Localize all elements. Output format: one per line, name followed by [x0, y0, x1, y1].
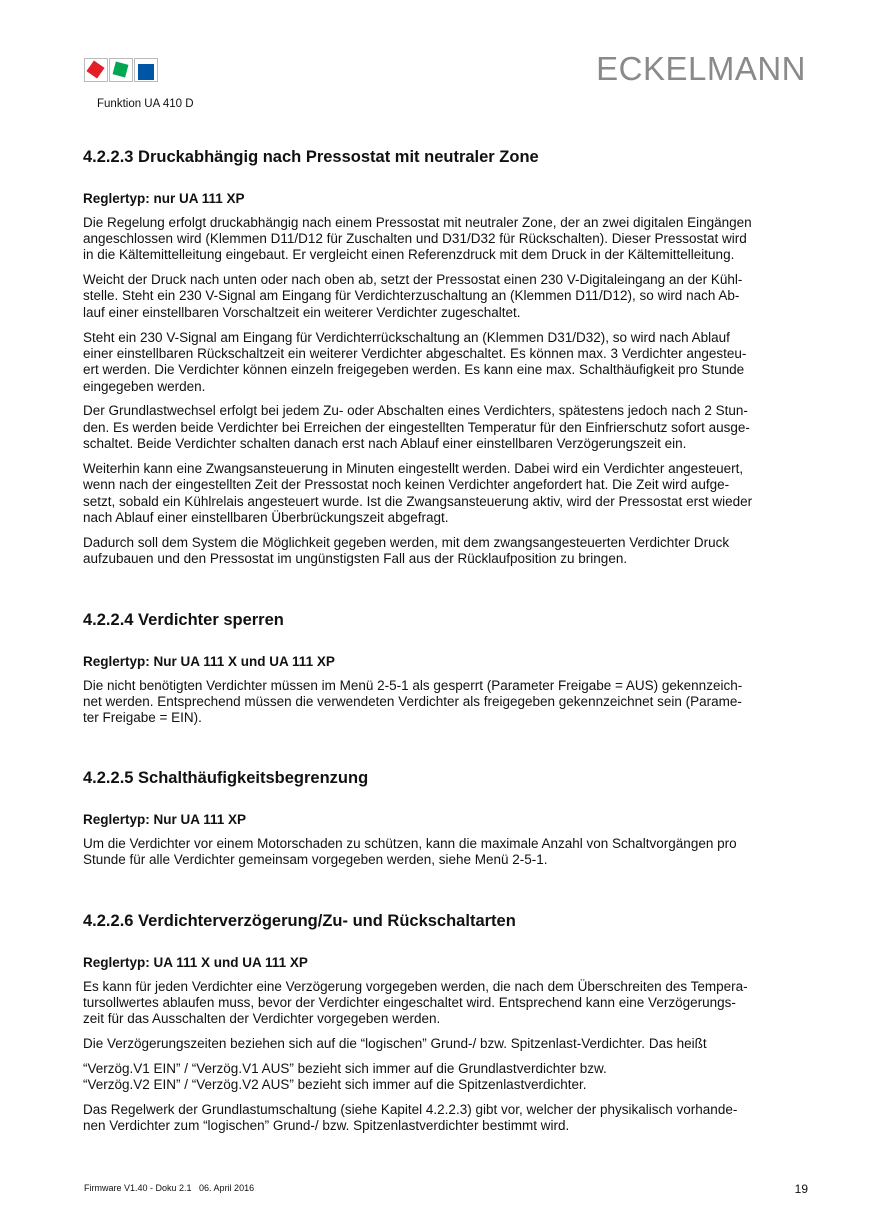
reglertyp-label: Reglertyp: nur UA 111 XP — [83, 191, 245, 206]
blue-square-icon — [138, 64, 154, 80]
paragraph: “Verzög.V1 EIN” / “Verzög.V1 AUS” bezieht sich immer auf die Grundlastverdichter bzw. “Verzög.V2 EIN” / “Verzög.V2 AUS” bezieht sich immer auf die Spitzenlastverdichter. — [83, 1060, 607, 1093]
section-4-2-2-4 — [83, 610, 813, 735]
brand-name: ECKELMANN — [596, 50, 806, 87]
page-number: 19 — [794, 1182, 808, 1196]
reglertyp-label: Reglertyp: Nur UA 111 X und UA 111 XP — [83, 654, 335, 669]
paragraph: Es kann für jeden Verdichter eine Verzögerung vorgegeben werden, die nach dem Überschreiten des Tempera- tursollwertes ablaufen muss, bevor der Verdichter eingeschaltet wird. Entsprechend kann eine Verzögerungs- zeit für das Ausschalten der Verdichter vorgegeben werden. — [83, 978, 748, 1027]
paragraph: Um die Verdichter vor einem Motorschaden zu schützen, kann die maximale Anzahl von Schaltvorgängen pro Stunde für alle Verdichter gemeinsam vorgegeben werden, siehe Menü 2-5-1. — [83, 835, 737, 867]
paragraph: Dadurch soll dem System die Möglichkeit gegeben werden, mit dem zwangsangesteuerten Verdichter Druck aufzubauen und den Pressostat im ungünstigsten Fall aus der Rücklaufposition zu bringen. — [83, 534, 730, 567]
reglertyp-label: Reglertyp: UA 111 X und UA 111 XP — [83, 955, 308, 970]
section-4-2-2-3 — [83, 147, 813, 576]
reglertyp-label: Reglertyp: Nur UA 111 XP — [83, 812, 247, 827]
section-4-2-2-5 — [83, 768, 813, 877]
section-heading: 4.2.2.6 Verdichterverzögerung/Zu- und Rückschaltarten — [83, 912, 516, 930]
paragraph: Steht ein 230 V-Signal am Eingang für Verdichterrückschaltung an (Klemmen D31/D32), so wird nach Ablauf einer einstellbaren Rückschaltzeit ein weiterer Verdichter abgeschaltet. Es können max. 3 Verdichter angesteu- ert werden. Die Verdichter können einzeln freigegeben werden. Es kann eine max. Schalthäufigkeit pro Stunde eingegeben werden. — [83, 329, 747, 394]
section-heading: 4.2.2.3 Druckabhängig nach Pressostat mit neutraler Zone — [83, 148, 539, 166]
footer-version: Firmware V1.40 - Doku 2.1 06. April 2016 — [84, 1183, 255, 1193]
section-heading: 4.2.2.4 Verdichter sperren — [83, 611, 284, 629]
paragraph: Der Grundlastwechsel erfolgt bei jedem Zu- oder Abschalten eines Verdichters, spätestens jedoch nach 2 Stun- den. Es werden beide Verdichter bei Erreichen der eingestellten Temperatur für den Einfrierschutz sofort ausge- schaltet. Beide Verdichter schalten danach erst nach Ablauf einer einstellbaren Verzögerungszeit ein. — [83, 403, 750, 452]
paragraph: Die Regelung erfolgt druckabhängig nach einem Pressostat mit neutraler Zone, der an zwei digitalen Eingängen angeschlossen wird (Klemmen D11/D12 für Zuschalten und D31/D32 für Rückschalten). Dieser Pressostat wird in die Kältemittelleitung eingebaut. Er vergleicht einen Referenzdruck mit dem Druck in der Kältemittelleitung. — [83, 214, 752, 263]
paragraph: Die Verzögerungszeiten beziehen sich auf die “logischen” Grund-/ bzw. Spitzenlast-Verdichter. Das heißt — [83, 1036, 707, 1052]
paragraph: Weiterhin kann eine Zwangsansteuerung in Minuten eingestellt werden. Dabei wird ein Verdichter angesteuert, wenn nach der eingestellten Zeit der Pressostat noch keinen Verdichter angefordert hat. Die Zeit wird aufge- setzt, sobald ein Kühlrelais angesteuert wurde. Ist die Zwangsansteuerung aktiv, wird der Pressostat erst wieder nach Ablauf einer einstellbaren Überbrückungszeit abgefragt. — [83, 460, 753, 526]
section-4-2-2-6 — [83, 911, 813, 1143]
document-subtitle: Funktion UA 410 D — [97, 98, 194, 110]
green-square-icon — [113, 62, 129, 78]
section-heading: 4.2.2.5 Schalthäufigkeitsbegrenzung — [83, 769, 369, 787]
paragraph: Weicht der Druck nach unten oder nach oben ab, setzt der Pressostat einen 230 V-Digitaleingang an der Kühl- stelle. Steht ein 230 V-Signal am Eingang für Verdichterzuschaltung an (Klemmen D11/D12), so wird nach Ab- lauf einer einstellbaren Vorschaltzeit ein weiterer Verdichter zugeschaltet. — [83, 272, 743, 320]
paragraph: Die nicht benötigten Verdichter müssen im Menü 2-5-1 als gesperrt (Parameter Freigabe = AUS) gekennzeich- net werden. Entsprechend müssen die verwendeten Verdichter als freigegeben gekennzeichnet sein (Parame- ter Freigabe = EIN). — [83, 677, 743, 726]
paragraph: Das Regelwerk der Grundlastumschaltung (siehe Kapitel 4.2.2.3) gibt vor, welcher der physikalisch vorhande- nen Verdichter zum “logischen” Grund-/ bzw. Spitzenlastverdichter bestimmt wird. — [83, 1101, 738, 1134]
company-logo — [84, 58, 159, 82]
red-square-icon — [86, 60, 104, 78]
